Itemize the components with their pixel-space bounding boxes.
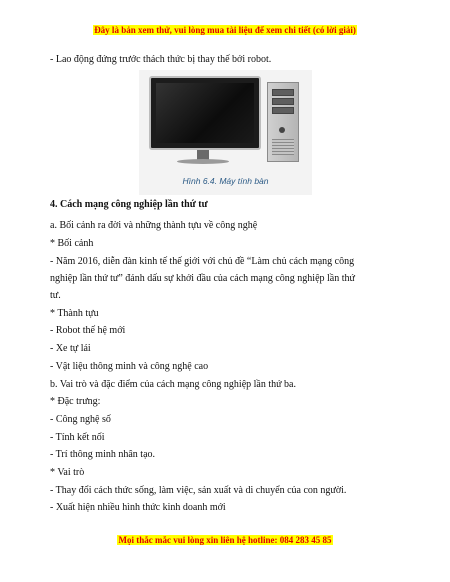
text-line: nghiệp lần thứ tư” đánh dấu sự khởi đầu của cách mạng công nghiệp lần thứ: [50, 273, 355, 284]
drive-bay: [272, 107, 294, 114]
computer-tower-image: [267, 82, 299, 162]
text-line: * Thành tựu: [50, 308, 99, 319]
figure-caption: Hình 6.4. Máy tính bàn: [182, 176, 269, 186]
text-line: - Tính kết nối: [50, 432, 105, 443]
text-line: - Trí thông minh nhân tạo.: [50, 449, 156, 460]
text-line: - Xe tự lái: [50, 343, 91, 354]
text-line: tư.: [50, 290, 61, 301]
preview-notice-banner: [0, 25, 450, 35]
text-line: - Năm 2016, diễn đàn kinh tế thế giới với chủ đề “Làm chủ cách mạng công: [50, 256, 355, 267]
monitor-screen: [156, 83, 254, 143]
figure-desktop-computer: [139, 70, 312, 195]
text-line: * Bối cảnh: [50, 238, 94, 249]
text-line: - Lao động đứng trước thách thức bị thay thế bởi robot.: [50, 54, 272, 65]
text-line: - Robot thế hệ mới: [50, 325, 126, 336]
drive-bay: [272, 89, 294, 96]
text-line: - Xuất hiện nhiều hình thức kinh doanh mới: [50, 502, 226, 513]
vent-grille: [272, 139, 294, 155]
drive-bay: [272, 98, 294, 105]
power-button-icon: [279, 127, 285, 133]
text-line: a. Bối cảnh ra đời và những thành tựu về công nghệ: [50, 220, 258, 231]
monitor-image: [149, 76, 261, 150]
section-heading: 4. Cách mạng công nghiệp lần thứ tư: [50, 199, 208, 210]
text-line: b. Vai trò và đặc điểm của cách mạng công nghiệp lần thứ ba.: [50, 379, 296, 390]
preview-notice-text: Đây là bản xem thử, vui lòng mua tài liệu để xem chi tiết (có lời giải): [94, 25, 356, 35]
text-line: - Vật liệu thông minh và công nghệ cao: [50, 361, 209, 372]
text-line: - Công nghệ số: [50, 414, 111, 425]
monitor-stand-base: [177, 159, 229, 164]
text-line: - Thay đổi cách thức sống, làm việc, sản xuất và di chuyển của con người.: [50, 485, 347, 496]
hotline-text: Mọi thắc mắc vui lòng xin liên hệ hotline: 084 283 45 85: [118, 535, 332, 545]
hotline-banner: [0, 535, 450, 545]
text-line: * Đặc trưng:: [50, 396, 101, 407]
text-line: * Vai trò: [50, 467, 85, 478]
